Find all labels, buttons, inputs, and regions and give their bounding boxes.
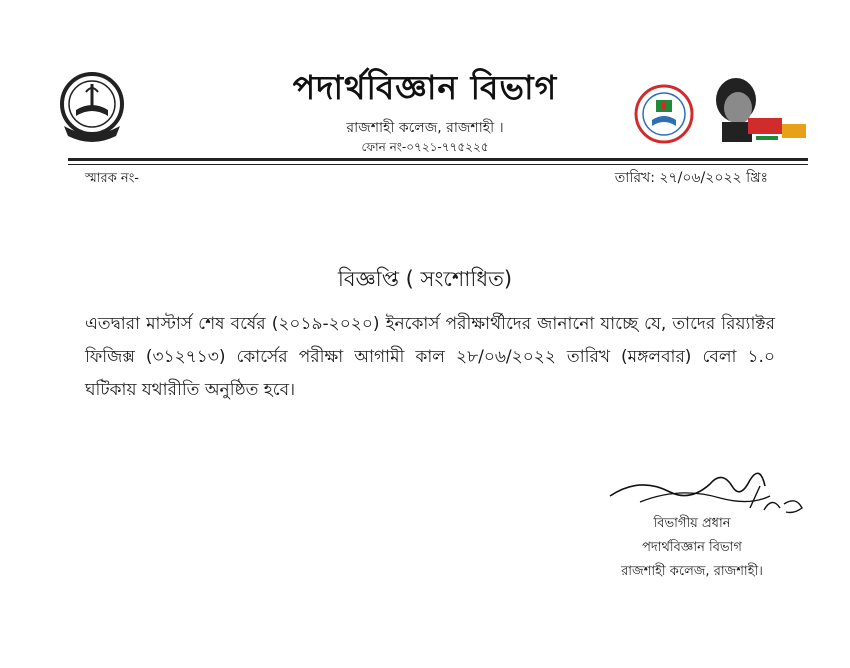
college-address: রাজশাহী কলেজ, রাজশাহী । [346, 120, 504, 136]
signatory-college: রাজশাহী কলেজ, রাজশাহী। [621, 564, 763, 579]
department-title: পদার্থবিজ্ঞান বিভাগ [292, 68, 558, 107]
header-rule [68, 158, 808, 161]
signatory-designation: বিভাগীয় প্রধান [653, 516, 731, 531]
notice-title: বিজ্ঞপ্তি ( সংশোধিত) [337, 267, 513, 291]
mujib-borsho-logo-icon [700, 74, 808, 146]
notice-body: এতদ্বারা মাস্টার্স শেষ বর্ষের (২০১৯-২০২০) ইনকোর্স পরীক্ষার্থীদের জানানো যাচ্ছে যে, তাদের রিয়্যাক্টর ফিজিক্স (৩১২৭১৩) কোর্সের পরীক্ষা আগামী কাল ২৮/০৬/২০২২ তারিখ (মঙ্গলবার) বেলা ১.০ ঘটিকায় যথারীতি অনুষ্ঠিত হবে। [85, 314, 775, 400]
signature-block [592, 512, 792, 584]
education-board-logo-icon [634, 84, 694, 144]
memo-number-label: স্মারক নং- [85, 171, 139, 186]
header-rule-thin [68, 164, 808, 165]
notice-date: তারিখ: ২৭/০৬/২০২২ খ্রিঃ [614, 170, 768, 186]
phone-number: ফোন নং-০৭২১-৭৭৫২২৫ [361, 140, 489, 154]
signatory-department: পদার্থবিজ্ঞান বিভাগ [642, 540, 742, 555]
